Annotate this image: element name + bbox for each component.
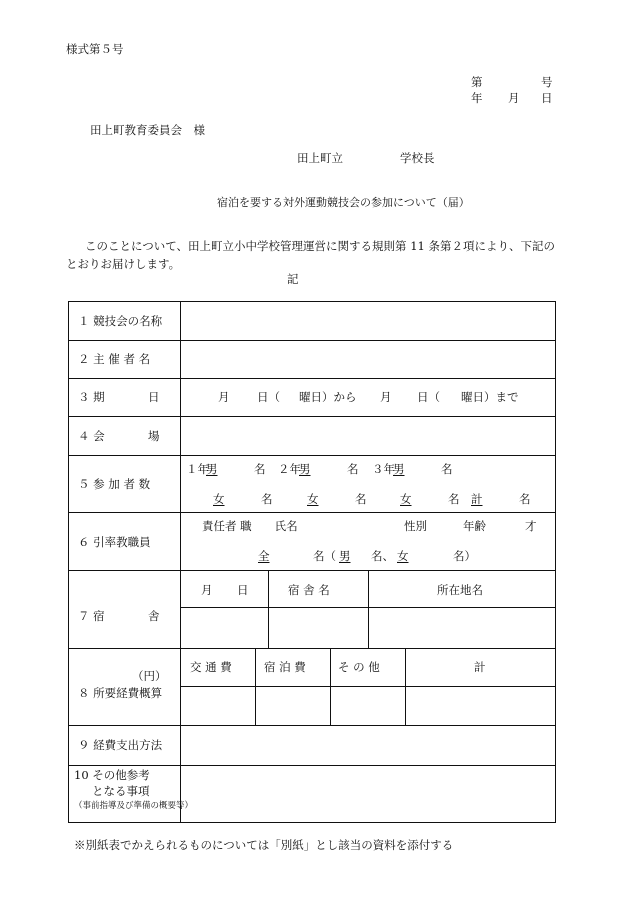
grade3-female: 女 (400, 492, 412, 506)
lodging-day: 日 (237, 583, 249, 597)
teachers-female: 女 (397, 549, 409, 563)
label-venue-b: 場 (148, 429, 160, 443)
grade2-male-mei: 名 (347, 462, 359, 476)
period-weekday-1: 曜日）から (299, 390, 357, 404)
sender-town: 田上町立 (297, 151, 343, 165)
footnote: ※別紙表でかえられるものについては「別紙」とし該当の資料を添付する (74, 838, 454, 852)
period-month-2: 月 (380, 390, 392, 404)
row-separator (69, 455, 555, 456)
period-day-2: 日（ (417, 390, 440, 404)
label-participants: ５ 参 加 者 数 (78, 477, 151, 491)
ki-mark: 記 (287, 272, 299, 286)
date-month: 月 (508, 91, 520, 105)
label-organizer: ２ 主 催 者 名 (78, 352, 151, 366)
label-other-notes-b: となる事項 (92, 784, 150, 798)
doc-number-dai: 第 (471, 75, 483, 89)
row-separator (69, 570, 555, 571)
row-separator (69, 416, 555, 417)
teachers-sai: 才 (525, 519, 537, 533)
grade3-male: 男 (393, 462, 405, 476)
grade2-female-mei: 名 (355, 492, 367, 506)
doc-number-go: 号 (541, 75, 553, 89)
label-costs: ８ 所要経費概算 (78, 686, 163, 700)
grade3-label: ３年 (372, 462, 395, 476)
teachers-all: 全 (258, 549, 270, 563)
grade1-male-mei: 名 (254, 462, 266, 476)
label-lodging-b: 舎 (148, 609, 160, 623)
row-separator (69, 340, 555, 341)
date-day: 日 (541, 91, 553, 105)
cost-total-header: 計 (474, 660, 486, 674)
label-other-notes-c: （事前指導及び準備の概要等） (74, 801, 194, 811)
teachers-sex: 性別 (404, 519, 427, 533)
grade2-female: 女 (307, 492, 319, 506)
teachers-age: 年齢 (463, 519, 486, 533)
period-weekday-2: 曜日）まで (461, 390, 519, 404)
row-separator (69, 648, 555, 649)
period-day-1: 日（ (257, 390, 280, 404)
label-payment-method: ９ 経費支出方法 (78, 738, 163, 752)
participants-total: 計 (471, 492, 483, 506)
body-line-2: とおりお届けします。 (66, 257, 181, 271)
costs-col-divider (330, 649, 331, 725)
costs-inner-separator (181, 686, 555, 687)
teachers-mei-sep: 名、 (371, 549, 394, 563)
row-separator (69, 725, 555, 726)
grade1-label: １年 (186, 462, 209, 476)
teachers-male: 男 (339, 549, 351, 563)
label-teachers: ６ 引率教職員 (78, 535, 151, 549)
label-period: ３ 期 (78, 390, 105, 404)
label-competition-name: １ 競技会の名称 (78, 314, 163, 328)
label-cost-unit: （円） (132, 669, 167, 683)
lodging-col-divider (368, 571, 369, 648)
label-lodging: ７ 宿 (78, 609, 105, 623)
grade2-label: ２年 (278, 462, 301, 476)
document-title: 宿泊を要する対外運動競技会の参加について（届） (217, 196, 470, 209)
row-separator (69, 765, 555, 766)
teachers-mei-close: 名） (453, 549, 476, 563)
grade3-male-mei: 名 (441, 462, 453, 476)
teachers-mei-open: 名（ (313, 549, 336, 563)
participants-total-mei: 名 (519, 492, 531, 506)
lodging-col-divider (268, 571, 269, 648)
costs-col-divider (255, 649, 256, 725)
cost-transport-header: 交 通 費 (190, 660, 232, 674)
cost-other-header: そ の 他 (338, 660, 380, 674)
period-month-1: 月 (218, 390, 230, 404)
label-divider (180, 302, 181, 822)
costs-col-divider (405, 649, 406, 725)
grade1-male: 男 (206, 462, 218, 476)
teachers-header: 責任者 職 氏名 (202, 519, 298, 533)
grade1-female: 女 (213, 492, 225, 506)
label-other-notes: 10 その他参考 (74, 768, 150, 782)
grade2-male: 男 (299, 462, 311, 476)
grade1-female-mei: 名 (261, 492, 273, 506)
cost-lodging-header: 宿 泊 費 (264, 660, 306, 674)
grade3-female-mei: 名 (448, 492, 460, 506)
label-venue: ４ 会 (78, 429, 105, 443)
lodging-month: 月 (201, 583, 213, 597)
date-year: 年 (471, 91, 483, 105)
sender-principal: 学校長 (400, 151, 435, 165)
addressee: 田上町教育委員会 様 (90, 123, 205, 137)
form-number: 様式第５号 (66, 42, 124, 56)
row-separator (69, 378, 555, 379)
lodging-location-header: 所在地名 (437, 583, 483, 597)
label-period-b: 日 (148, 390, 160, 404)
body-line-1: このことについて、田上町立小中学校管理運営に関する規則第 11 条第２項により、下記の (85, 239, 555, 253)
row-separator (69, 512, 555, 513)
lodging-name-header: 宿 舎 名 (288, 583, 330, 597)
